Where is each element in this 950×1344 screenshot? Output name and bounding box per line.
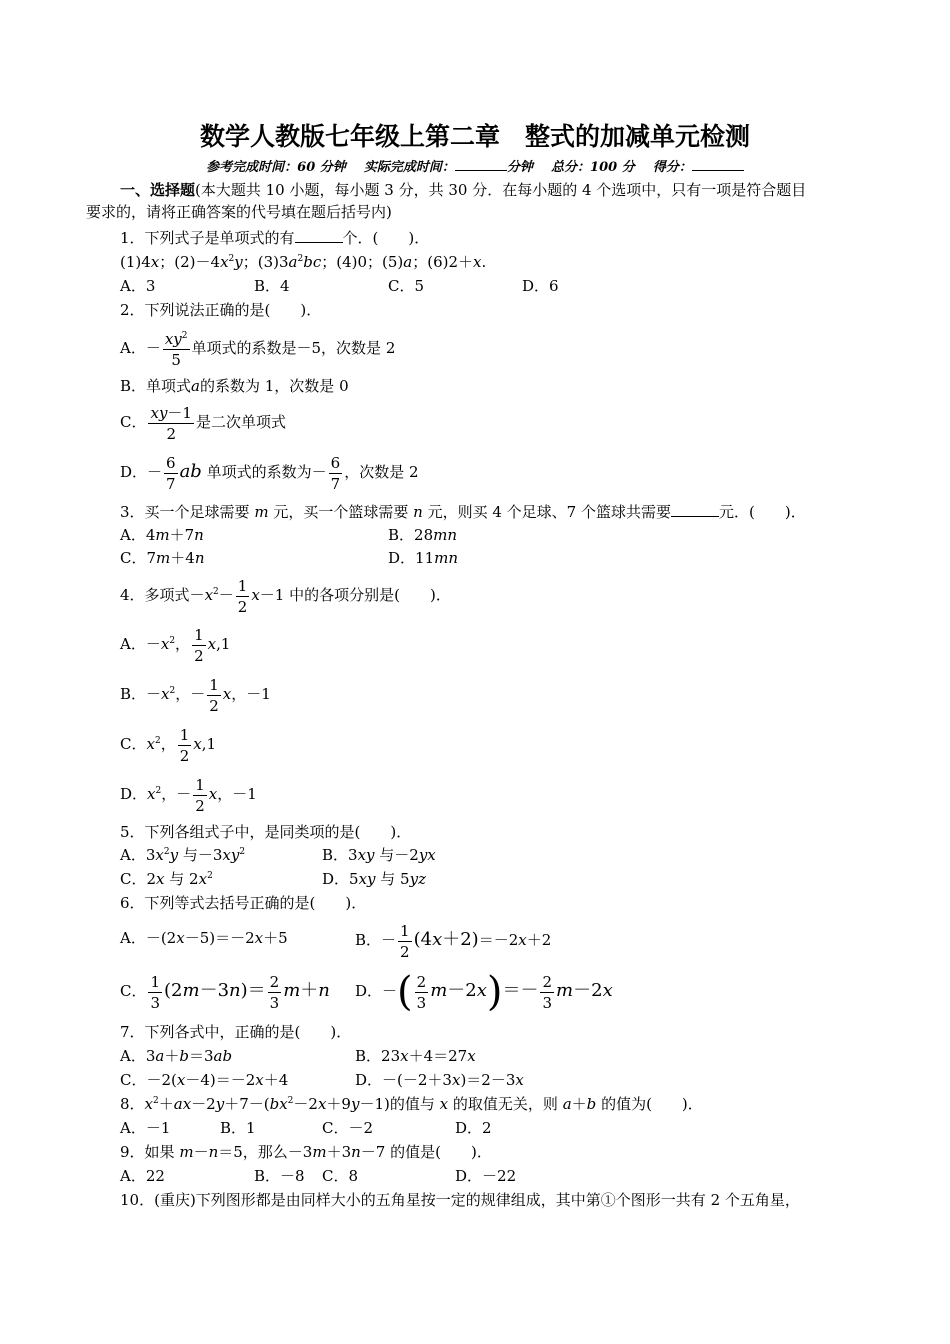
q2-stem: 2．下列说法正确的是( )．: [120, 301, 322, 319]
q3-stem: 3．买一个足球需要 m 元，买一个篮球需要 n 元，则买 4 个足球、7 个篮球共需要 元．( )．: [120, 503, 806, 521]
q9-option-d: D．－22: [455, 1167, 517, 1185]
q5-option-c: C．2x 与 $2x^2$: [120, 870, 213, 888]
q8-option-a: A．－1: [120, 1119, 171, 1137]
q7-option-c: C．－2(x－4)＝－2x＋4: [120, 1071, 289, 1089]
q9-option-c: C．8: [322, 1167, 359, 1185]
q8-stem: 8．$x^2+ax-2y+7-(bx^2-2x+9y-1)$的值与 x 的取值无关，则 a＋b 的值为( )．: [120, 1095, 703, 1113]
q7-option-b: B．23x＋4＝27x: [355, 1047, 476, 1065]
q8-option-c: C．－2: [322, 1119, 374, 1137]
actual-time-label: 实际完成时间：: [363, 160, 455, 175]
q8-option-b: B．1: [220, 1119, 256, 1137]
q9-stem: 9．如果 m－n＝5，那么－3m＋3n－7 的值是( )．: [120, 1143, 492, 1161]
q4-option-a: A．$-x^2$， $\frac{1}{2}$ x,1: [120, 625, 231, 665]
q1-option-c: C．5: [388, 277, 425, 295]
score-label: 得分：: [652, 160, 692, 175]
q6-option-b: B．－ $\frac{1}{2}$ (4x＋2)＝－2x＋2: [355, 921, 552, 961]
q10-stem: 10．(重庆)下列图形都是由同样大小的五角星按一定的规律组成，其中第①个图形一共有 2 个五角星，: [120, 1191, 800, 1209]
q1-stem: 1．下列式子是单项式的有 个．( )．: [120, 229, 430, 247]
q7-option-a: A．3a＋b＝3ab: [120, 1047, 233, 1065]
q6-option-d: D．－( $\frac{2}{3}$ m－2x)＝－ $\frac{2}{3}$ m－2x: [355, 969, 613, 1015]
q3-option-c: C．7m＋4n: [120, 549, 205, 567]
q5-option-a: A．$3x^2y$ 与$-3xy^2$: [120, 846, 246, 864]
exam-meta: [0, 156, 950, 178]
q6-stem: 6．下列等式去括号正确的是( )．: [120, 894, 367, 912]
q4-stem: 4．多项式$-x^2-$ $\frac{1}{2}$ x－1 中的各项分别是( )．: [120, 576, 451, 616]
q9-option-b: B．－8: [254, 1167, 305, 1185]
q7-stem: 7．下列各式中，正确的是( )．: [120, 1023, 352, 1041]
actual-time-unit: 分钟: [506, 160, 533, 175]
total-score: 总分：100 分: [551, 160, 635, 175]
q1-option-d: D．6: [522, 277, 559, 295]
q7-option-d: D．－(－2＋3x)＝2－3x: [355, 1071, 524, 1089]
q2-option-b: B．单项式a的系数为 1，次数是 0: [120, 377, 349, 395]
q1-option-a: A．3: [120, 277, 156, 295]
q5-stem: 5．下列各组式子中，是同类项的是( )．: [120, 823, 412, 841]
ref-time: 参考完成时间：60 分钟: [206, 160, 346, 175]
q5-option-b: B．3xy 与－2yx: [322, 846, 436, 864]
q2-option-d: D．－ $\frac{6}{7}$ ab 单项式的系数为－ $\frac{6}{7}$ ，次数是 2: [120, 453, 419, 493]
q8-option-d: D．2: [455, 1119, 492, 1137]
q2-option-a: A．－ $\frac{xy^2}{5}$ 单项式的系数是－5，次数是 2: [120, 329, 396, 369]
actual-time-blank[interactable]: [455, 156, 507, 171]
q5-option-d: D．5xy 与 5yz: [322, 870, 426, 888]
q6-option-c: C． $\frac{1}{3}$ (2m－3n)＝ $\frac{2}{3}$ m＋n: [120, 972, 330, 1012]
q6-option-a: A．－(2x－5)＝－2x＋5: [120, 929, 288, 947]
score-blank[interactable]: [692, 156, 744, 171]
q3-option-a: A．4m＋7n: [120, 526, 204, 544]
q9-option-a: A．22: [120, 1167, 165, 1185]
q2-option-c: C． $\frac{xy-1}{2}$ 是二次单项式: [120, 403, 286, 443]
q3-option-b: B．28mn: [388, 526, 458, 544]
q4-option-c: C．$x^2$， $\frac{1}{2}$ x,1: [120, 725, 217, 765]
section-intro: [120, 180, 806, 200]
q4-option-b: B．$-x^2$，－ $\frac{1}{2}$ x，－1: [120, 675, 271, 715]
section-heading: 一、选择题: [120, 181, 196, 199]
q3-option-d: D．11mn: [388, 549, 459, 567]
q4-option-d: D．$x^2$，－ $\frac{1}{2}$ x，－1: [120, 775, 257, 815]
section-desc-1: (本大题共 10 小题，每小题 3 分，共 30 分．在每小题的 4 个选项中，只有一项是符合题目: [195, 181, 807, 199]
q1-expressions: (1)4x；$(2)-4x^2y$；$(3)3a^2bc$；(4)0；(5)a；(6)2＋x.: [120, 253, 487, 271]
section-desc-2: 要求的，请将正确答案的代号填在题后括号内): [86, 203, 392, 221]
q1-option-b: B．4: [254, 277, 290, 295]
page-title: 数学人教版七年级上第二章 整式的加减单元检测: [199, 122, 750, 151]
